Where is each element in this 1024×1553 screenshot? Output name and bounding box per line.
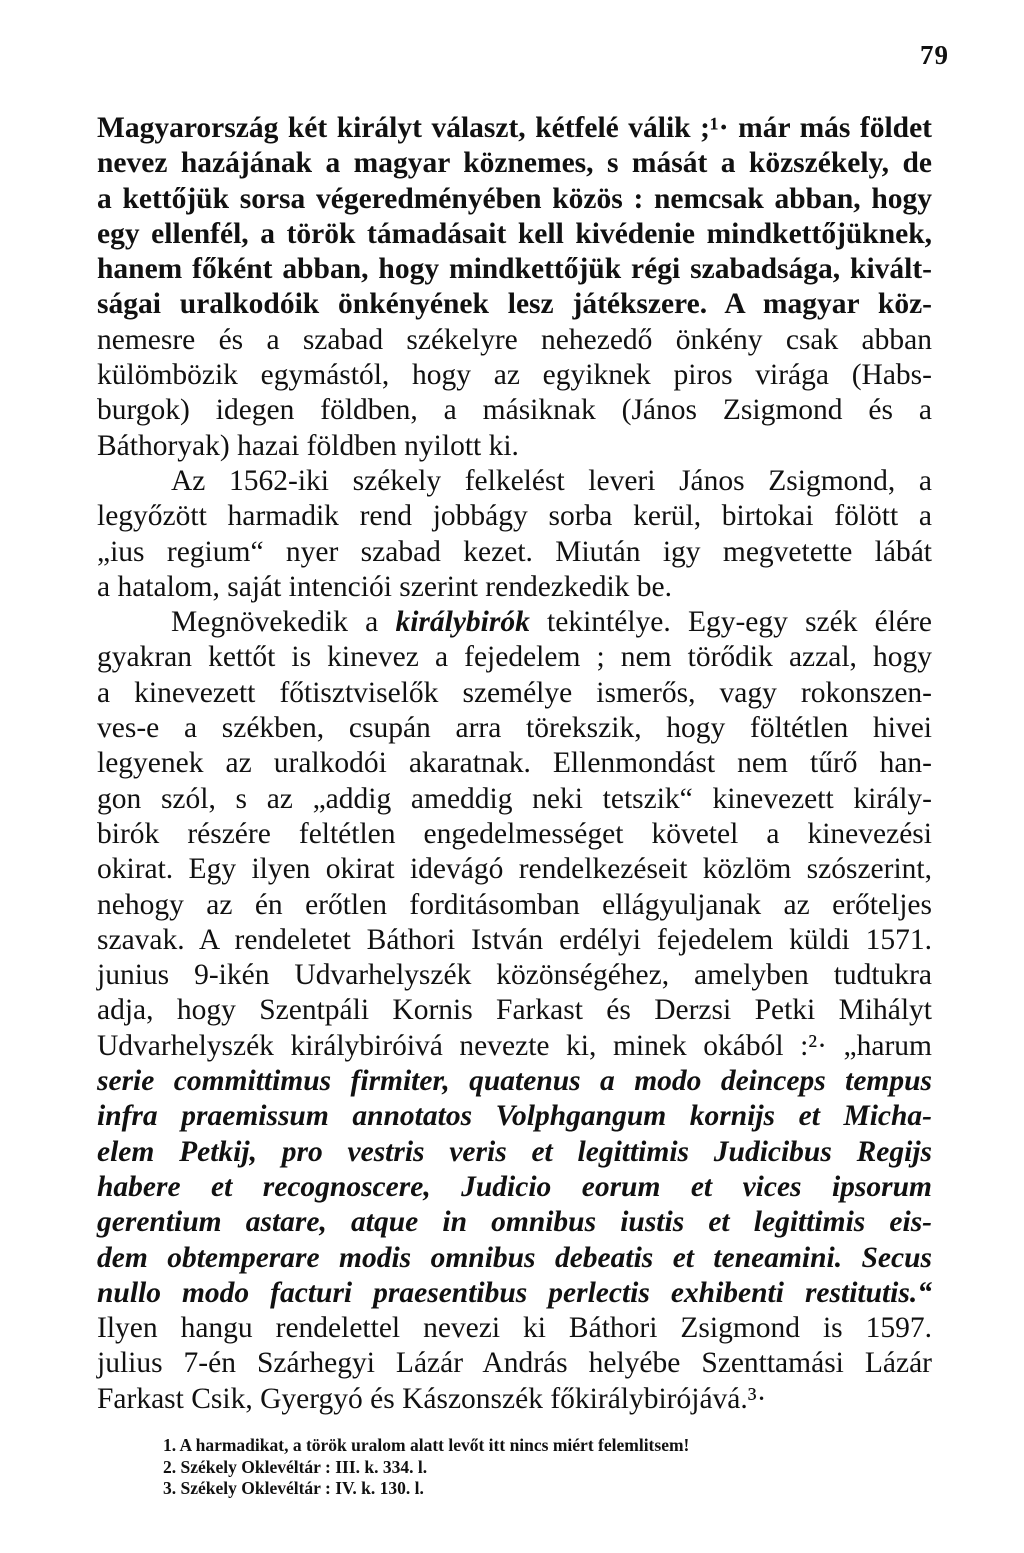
text-line: a hatalom, saját intenciói szerint rendezkedik be. (97, 570, 673, 603)
text-line: Megnövekedik a királybirók tekintélye. Egy-egy szék élére (171, 606, 932, 639)
latin-quote-line: habere et recognoscere, Judicio eorum et vices ipsorum (97, 1170, 932, 1203)
text-line: Ilyen hangu rendelettel nevezi ki Báthori Zsigmond is 1597. (97, 1312, 932, 1345)
text-line: hanem főként abban, hogy mindkettőjük régi szabadsága, kivált- (97, 253, 932, 286)
text-line: egy ellenfél, a török támadásait kell kivédenie mindkettőjüknek, (97, 217, 932, 250)
text-line: junius 9-ikén Udvarhelyszék közönségéhez, amelyben tudtukra (97, 959, 932, 992)
text-line: okirat. Egy ilyen okirat idevágó rendelkezéseit közlöm szószerint, (97, 853, 932, 886)
text-line: birók részére feltétlen engedelmességet követel a kinevezési (97, 817, 932, 850)
latin-quote-line: gerentium astare, atque in omnibus iustis et legittimis eis- (97, 1206, 932, 1239)
page-number: 79 (920, 40, 949, 70)
footnote-3: 3. Székely Oklevéltár : IV. k. 130. l. (163, 1478, 424, 1498)
latin-quote-line: serie committimus firmiter, quatenus a modo deinceps tempus (97, 1065, 932, 1098)
text-line: Udvarhelyszék királybiróivá nevezte ki, minek okából :²· „harum (97, 1029, 932, 1062)
text-line: „ius regium“ nyer szabad kezet. Miután igy megvetette lábát (97, 535, 932, 568)
latin-quote-line: dem obtemperare modis omnibus debeatis et teneamini. Secus (97, 1241, 932, 1274)
text-line: gon szól, s az „addig ameddig neki tetszik“ kinevezett király- (97, 782, 932, 815)
text-line: nevez hazájának a magyar köznemes, s mását a közszékely, de (97, 147, 932, 180)
text-line: Az 1562-iki székely felkelést leveri János Zsigmond, a (171, 464, 932, 497)
text-line: nehogy az én erőtlen forditásomban ellágyuljanak az erőteljes (97, 888, 932, 921)
text-line: Magyarország két királyt választ, kétfelé válik ;¹· már más földet (97, 112, 932, 144)
text-line: julius 7-én Szárhegyi Lázár András helyébe Szenttamási Lázár (97, 1347, 932, 1380)
text-line: gyakran kettőt is kinevez a fejedelem ; nem törődik azzal, hogy (97, 641, 932, 674)
text-line: legyőzött harmadik rend jobbágy sorba kerül, birtokai fölött a (97, 500, 932, 533)
text-line: nemesre és a szabad székelyre nehezedő önkény csak abban (97, 323, 932, 356)
latin-quote-line: infra praemissum annotatos Volphgangum kornijs et Micha- (97, 1100, 932, 1133)
text-line: Báthoryak) hazai földben nyilott ki. (97, 429, 519, 462)
text-line: a kettőjük sorsa végeredményében közös : nemcsak abban, hogy (97, 182, 932, 215)
latin-quote-line: nullo modo facturi praesentibus perlectis exhibenti restitutis.“ (97, 1276, 932, 1309)
text-line: külömbözik egymástól, hogy az egyiknek piros virága (Habs- (97, 359, 932, 392)
text-line: Farkast Csik, Gyergyó és Kászonszék főkirálybirójává.³· (97, 1382, 767, 1415)
text-line: a kinevezett főtisztviselők személye ismerős, vagy rokonszen- (97, 676, 932, 709)
footnote-1: 1. A harmadikat, a török uralom alatt levőt itt nincs miért felemlitsem! (163, 1435, 690, 1455)
latin-quote-line: elem Petkij, pro vestris veris et legittimis Judicibus Regijs (97, 1135, 932, 1168)
text-line: ves-e a székben, csupán arra törekszik, hogy föltétlen hivei (97, 712, 932, 745)
text-line: adja, hogy Szentpáli Kornis Farkast és Derzsi Petki Mihályt (97, 994, 932, 1027)
body-text (97, 111, 932, 1417)
text-line: legyenek az uralkodói akaratnak. Ellenmondást nem tűrő han- (97, 747, 932, 780)
footnote-2: 2. Székely Oklevéltár : III. k. 334. l. (163, 1456, 428, 1477)
text-line: burgok) idegen földben, a másiknak (János Zsigmond és a (97, 394, 932, 427)
footnotes (163, 1435, 943, 1500)
text-line: ságai uralkodóik önkényének lesz játékszere. A magyar köz- (97, 288, 932, 321)
text-line: szavak. A rendeletet Báthori István erdélyi fejedelem küldi 1571. (97, 923, 932, 956)
